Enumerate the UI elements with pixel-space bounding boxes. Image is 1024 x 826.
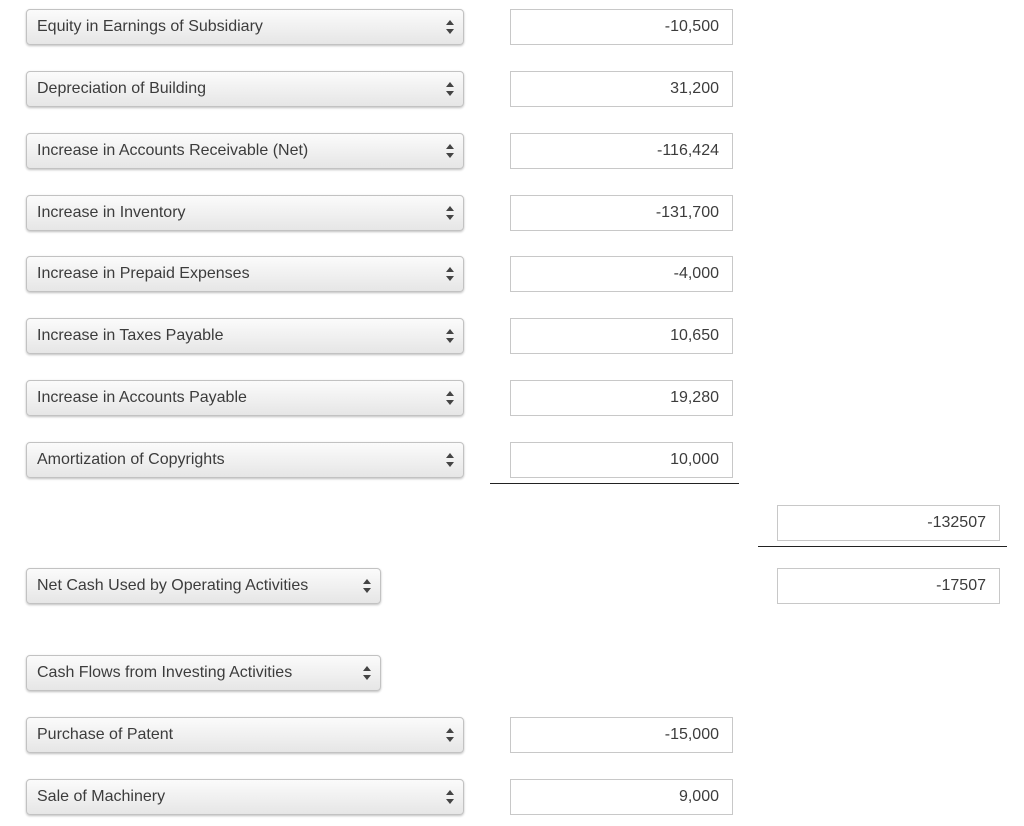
amount-input[interactable]: -10,500 <box>510 9 733 45</box>
amount-input[interactable]: -15,000 <box>510 717 733 753</box>
account-select-label: Equity in Earnings of Subsidiary <box>37 18 263 35</box>
account-select[interactable] <box>26 380 464 416</box>
account-select-label: Amortization of Copyrights <box>37 451 225 468</box>
account-select-label: Increase in Accounts Receivable (Net) <box>37 142 309 159</box>
up-down-arrows-icon <box>446 790 454 804</box>
account-select-label: Depreciation of Building <box>37 80 206 97</box>
investing-header-label: Cash Flows from Investing Activities <box>37 664 293 681</box>
up-down-arrows-icon <box>446 267 454 281</box>
up-down-arrows-icon <box>446 391 454 405</box>
account-select-label: Sale of Machinery <box>37 788 166 805</box>
net-operating-label: Net Cash Used by Operating Activities <box>37 577 309 594</box>
net-operating-select[interactable] <box>26 568 381 604</box>
account-select-label: Purchase of Patent <box>37 726 174 743</box>
up-down-arrows-icon <box>446 728 454 742</box>
account-select[interactable] <box>26 71 464 107</box>
up-down-arrows-icon <box>446 144 454 158</box>
account-select[interactable] <box>26 318 464 354</box>
up-down-arrows-icon <box>446 329 454 343</box>
amount-input[interactable]: -4,000 <box>510 256 733 292</box>
adjustments-total-input[interactable]: -132507 <box>777 505 1000 541</box>
amount-input[interactable]: 10,000 <box>510 442 733 478</box>
account-select[interactable] <box>26 717 464 753</box>
account-select[interactable] <box>26 133 464 169</box>
account-select[interactable] <box>26 256 464 292</box>
amount-input[interactable]: -116,424 <box>510 133 733 169</box>
account-select[interactable] <box>26 195 464 231</box>
amount-input[interactable]: -131,700 <box>510 195 733 231</box>
account-select-label: Increase in Taxes Payable <box>37 327 224 344</box>
account-select-label: Increase in Prepaid Expenses <box>37 265 250 282</box>
amount-input[interactable]: 19,280 <box>510 380 733 416</box>
amount-input[interactable]: 31,200 <box>510 71 733 107</box>
account-select[interactable] <box>26 442 464 478</box>
up-down-arrows-icon <box>446 453 454 467</box>
investing-header-select[interactable] <box>26 655 381 691</box>
up-down-arrows-icon <box>363 579 371 593</box>
total-underline <box>758 546 1007 547</box>
up-down-arrows-icon <box>446 82 454 96</box>
account-select-label: Increase in Accounts Payable <box>37 389 247 406</box>
net-operating-amount-input[interactable]: -17507 <box>777 568 1000 604</box>
up-down-arrows-icon <box>363 666 371 680</box>
account-select[interactable] <box>26 9 464 45</box>
up-down-arrows-icon <box>446 20 454 34</box>
amount-input[interactable]: 10,650 <box>510 318 733 354</box>
account-select[interactable] <box>26 779 464 815</box>
amount-input[interactable]: 9,000 <box>510 779 733 815</box>
up-down-arrows-icon <box>446 206 454 220</box>
account-select-label: Increase in Inventory <box>37 204 186 221</box>
subtotal-underline <box>490 483 739 484</box>
